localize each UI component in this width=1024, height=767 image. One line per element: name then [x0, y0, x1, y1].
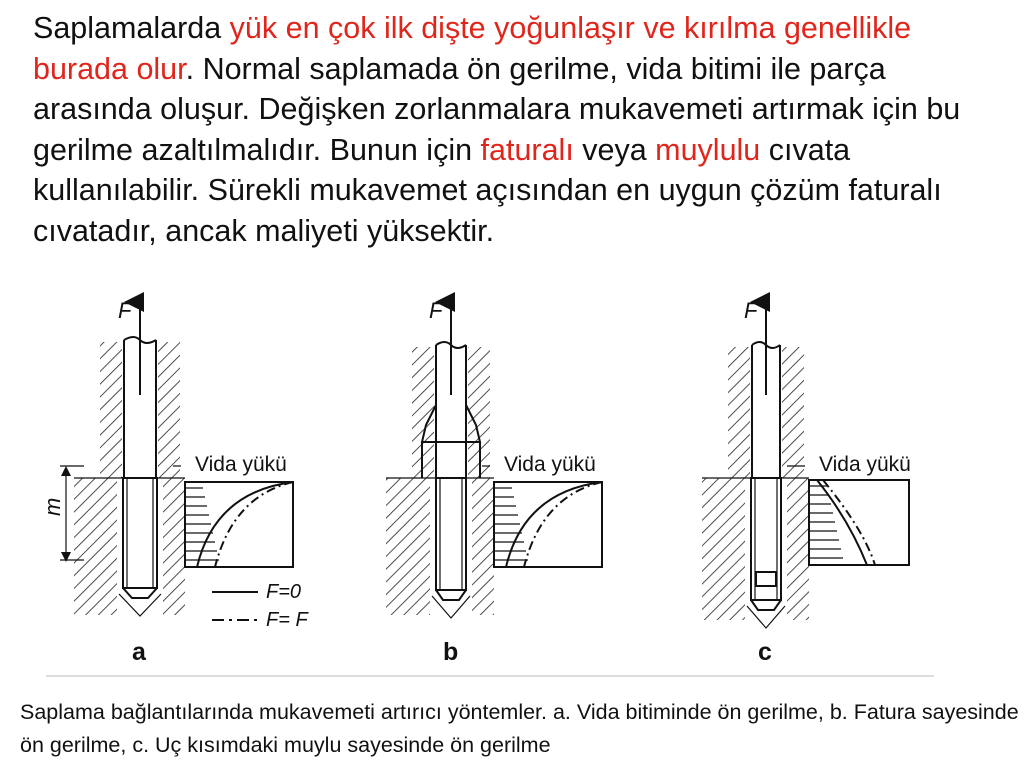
figure-caption: Saplama bağlantılarında mukavemeti artırıcı yöntemler. a. Vida bitiminde ön gerilme, b. Fatura sayesinde ön gerilme, c. Uç kısımdaki muylu sayesinde ön gerilme — [20, 700, 1019, 757]
load-curve-ff — [215, 482, 293, 567]
intro-highlight: faturalı — [480, 132, 574, 167]
force-label: F — [118, 298, 132, 323]
intro-highlight: muylulu — [655, 132, 761, 167]
intro-text: veya — [573, 132, 656, 167]
stud-bolt-figure — [40, 285, 1000, 680]
neck — [756, 572, 776, 586]
intro-text: Saplamalarda — [33, 11, 230, 45]
legend-dashdot-label: F= F — [266, 609, 308, 631]
lower-part-hatch-left — [702, 478, 745, 620]
intro-text: . Normal saplamada ön gerilme, vida bitimi ile parça arasında oluşur. Değişken zorlanmalara mukavemeti artırmak için bu gerilme azaltılmalıdır. Bunun için — [33, 51, 961, 167]
dimension-arrow — [61, 466, 71, 476]
upper-part-hatch-left — [728, 347, 750, 478]
upper-part-hatch-right — [158, 342, 180, 478]
stud-tip — [436, 590, 466, 600]
legend-solid-label: F=0 — [266, 581, 302, 603]
upper-part-hatch-left — [100, 342, 122, 478]
load-label: Vida yükü — [195, 453, 287, 476]
stud-tip — [751, 600, 781, 610]
intro-paragraph — [33, 8, 993, 251]
force-label: F — [429, 298, 443, 323]
load-curve-f0 — [197, 482, 293, 567]
load-curve-ff — [524, 482, 602, 567]
load-curve-f0 — [506, 482, 602, 567]
panel-letter: b — [443, 638, 459, 666]
threaded-section — [123, 478, 157, 588]
upper-part-hatch-right — [782, 347, 804, 478]
load-label: Vida yükü — [504, 453, 596, 476]
intro-text: cıvata kullanılabilir. Sürekli mukavemet açısından en uygun çözüm faturalı cıvatadır, ancak maliyeti yüksektir. — [33, 132, 942, 248]
load-label: Vida yükü — [819, 453, 911, 476]
lower-part-hatch-right — [163, 478, 185, 615]
force-label: F — [744, 298, 758, 323]
lower-part-hatch-right — [787, 478, 809, 620]
lower-part-hatch-left — [74, 478, 117, 615]
lower-part-hatch-right — [472, 478, 494, 615]
lower-part-hatch-left — [386, 478, 430, 615]
panel-letter: c — [758, 638, 772, 666]
stud-tip — [123, 588, 157, 598]
panel-letter: a — [132, 638, 146, 666]
dimension-label: m — [40, 497, 65, 516]
intro-highlight: yük en çok ilk dişte yoğunlaşır ve kırılma genellikle burada olur — [33, 11, 912, 86]
